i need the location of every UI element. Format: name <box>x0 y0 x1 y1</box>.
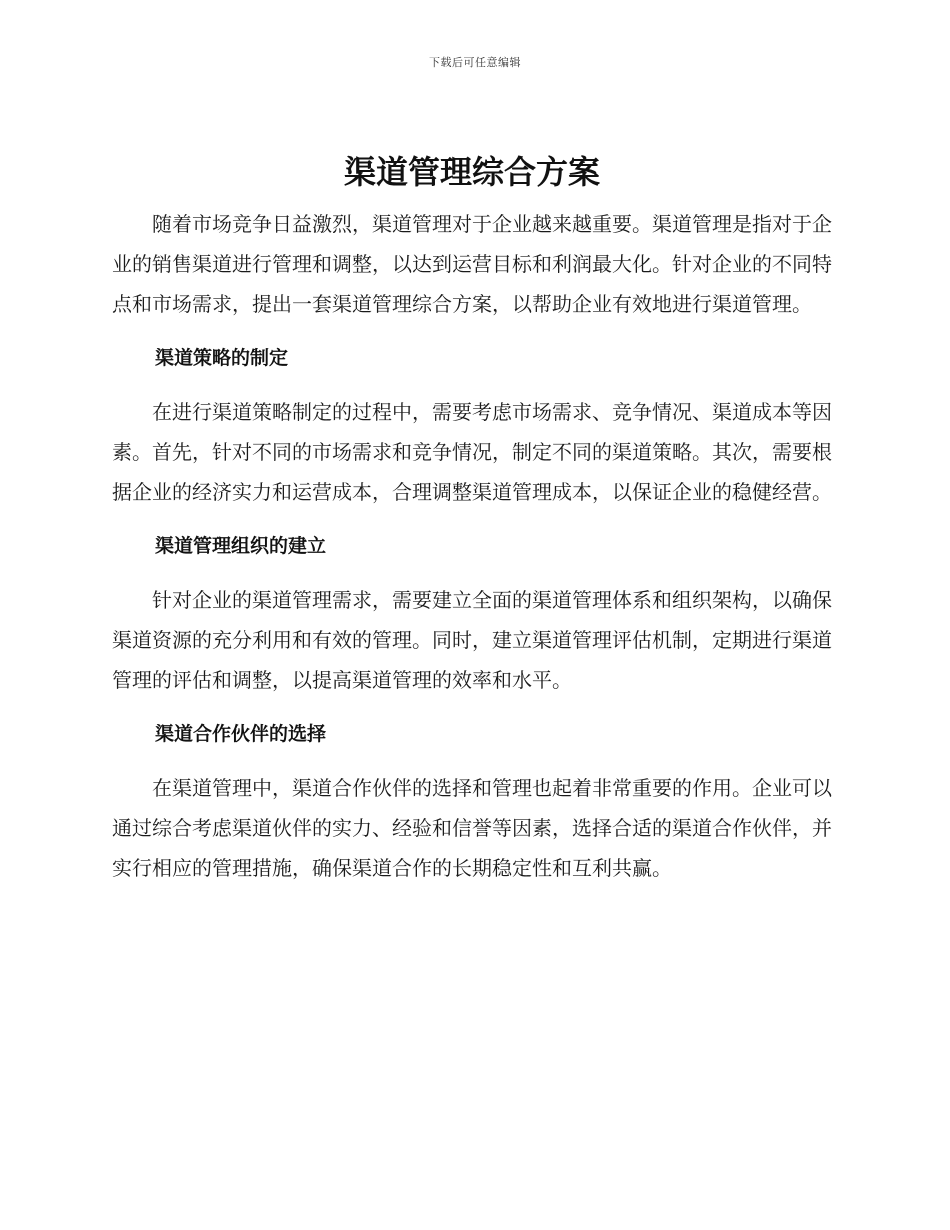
section-heading-channel-partners: 渠道合作伙伴的选择 <box>155 723 327 745</box>
section-body-channel-strategy: 在进行渠道策略制定的过程中，需要考虑市场需求、竞争情况、渠道成本等因素。首先，针对不同的市场需求和竞争情况，制定不同的渠道策略。其次，需要根据企业的经济实力和运营成本，合理调整渠道管理成本，以保证企业的稳健经营。 <box>112 400 832 504</box>
intro-paragraph: 随着市场竞争日益激烈，渠道管理对于企业越来越重要。渠道管理是指对于企业的销售渠道进行管理和调整，以达到运营目标和利润最大化。针对企业的不同特点和市场需求，提出一套渠道管理综合方案，以帮助企业有效地进行渠道管理。 <box>112 212 832 316</box>
document-body <box>112 148 832 888</box>
section-heading-channel-strategy: 渠道策略的制定 <box>155 347 289 369</box>
section-body-channel-partners: 在渠道管理中，渠道合作伙伴的选择和管理也起着非常重要的作用。企业可以通过综合考虑渠道伙伴的实力、经验和信誉等因素，选择合适的渠道合作伙伴，并实行相应的管理措施，确保渠道合作的长期稳定性和互利共赢。 <box>112 776 832 880</box>
section-heading-channel-organization: 渠道管理组织的建立 <box>155 535 327 557</box>
header-note: 下载后可任意编辑 <box>429 56 521 69</box>
section-body-channel-organization: 针对企业的渠道管理需求，需要建立全面的渠道管理体系和组织架构，以确保渠道资源的充分利用和有效的管理。同时，建立渠道管理评估机制，定期进行渠道管理的评估和调整，以提高渠道管理的效率和水平。 <box>112 588 832 692</box>
document-title: 渠道管理综合方案 <box>343 153 600 191</box>
